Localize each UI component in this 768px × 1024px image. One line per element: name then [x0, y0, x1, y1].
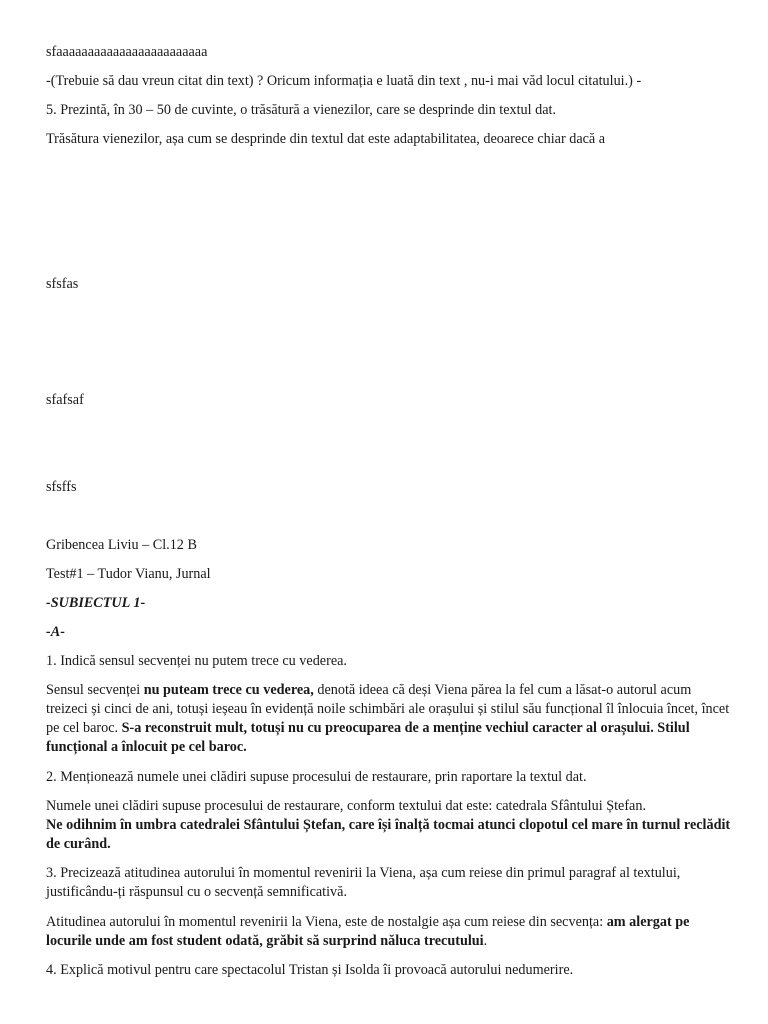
answer-text: Atitudinea autorului în momentul revenirii la Viena, este de nostalgie așa cum reiese din secvența:: [46, 914, 607, 930]
text-line: sfsffs: [46, 479, 77, 495]
answer-1: [46, 681, 736, 757]
section-heading: -SUBIECTUL 1-: [46, 595, 146, 611]
question-2: 2. Menționează numele unei clădiri supuse procesului de restaurare, prin raportare la textul dat.: [46, 769, 587, 785]
question-4: 4. Explică motivul pentru care spectacolul Tristan și Isolda îi provoacă autorului nedumerire.: [46, 962, 574, 978]
quote-bold: S-a reconstruit mult, totuși nu cu preocuparea de a menține vechiul caracter al orașului. Stilul funcțional a înlocuit pe cel baroc.: [46, 720, 690, 755]
answer-3: [46, 913, 736, 951]
quote-bold: am alergat pe locurile unde am fost student odată, grăbit să surprind nălucа trecutului: [46, 914, 690, 949]
text-line: sfsfas: [46, 276, 79, 292]
answer-5: Trăsătura vienezilor, așa cum se desprinde din textul dat este adaptabilitatea, deoarece chiar dacă a: [46, 131, 606, 147]
text-line: sfaaaaaaaaaaaaaaaaaaaaaaaa: [46, 44, 208, 60]
text-line: -(Trebuie să dau vreun citat din text) ? Oricum informația e luată din text , nu-i mai văd locul citatului.) -: [46, 73, 642, 89]
quote-bold: Ne odihnim în umbra catedralei Sfântului Ștefan, care își înalță tocmai atunci clopotul cel mare în turnul reclădit de curând.: [46, 817, 731, 852]
question-5: 5. Prezintă, în 30 – 50 de cuvinte, o trăsătură a vienezilor, care se desprinde din textul dat.: [46, 102, 557, 118]
quote-bold: nu puteam trece cu vederea,: [143, 682, 314, 698]
test-title: Test#1 – Tudor Vianu, Jurnal: [46, 566, 211, 582]
answer-text: Numele unei clădiri supuse procesului de restaurare, conform textului dat este: catedrala Sfântului Ștefan.: [46, 798, 646, 814]
subsection-heading: -A-: [46, 624, 65, 640]
answer-text: .: [483, 933, 488, 949]
answer-2: [46, 797, 736, 854]
question-3: 3. Precizează atitudinea autorului în momentul revenirii la Viena, așa cum reiese din primul paragraf al textului, justificându-ți răspunsul cu o secvență semnificativă.: [46, 865, 681, 900]
question-1: 1. Indică sensul secvenței nu putem trece cu vederea.: [46, 653, 347, 669]
text-line: sfafsaf: [46, 392, 84, 408]
answer-text: Sensul secvenței: [46, 682, 144, 698]
answer-text: denotă ideea că deși Viena părea la fel cum a lăsat-o autorul acum treizeci și cinci de ani, totuși ieșeau în evidență noile schimbări ale orașului și stilul său funcțional îl înlocuia încet, încet pe cel baroc.: [46, 682, 730, 736]
author-line: Gribencea Liviu – Cl.12 B: [46, 537, 197, 553]
